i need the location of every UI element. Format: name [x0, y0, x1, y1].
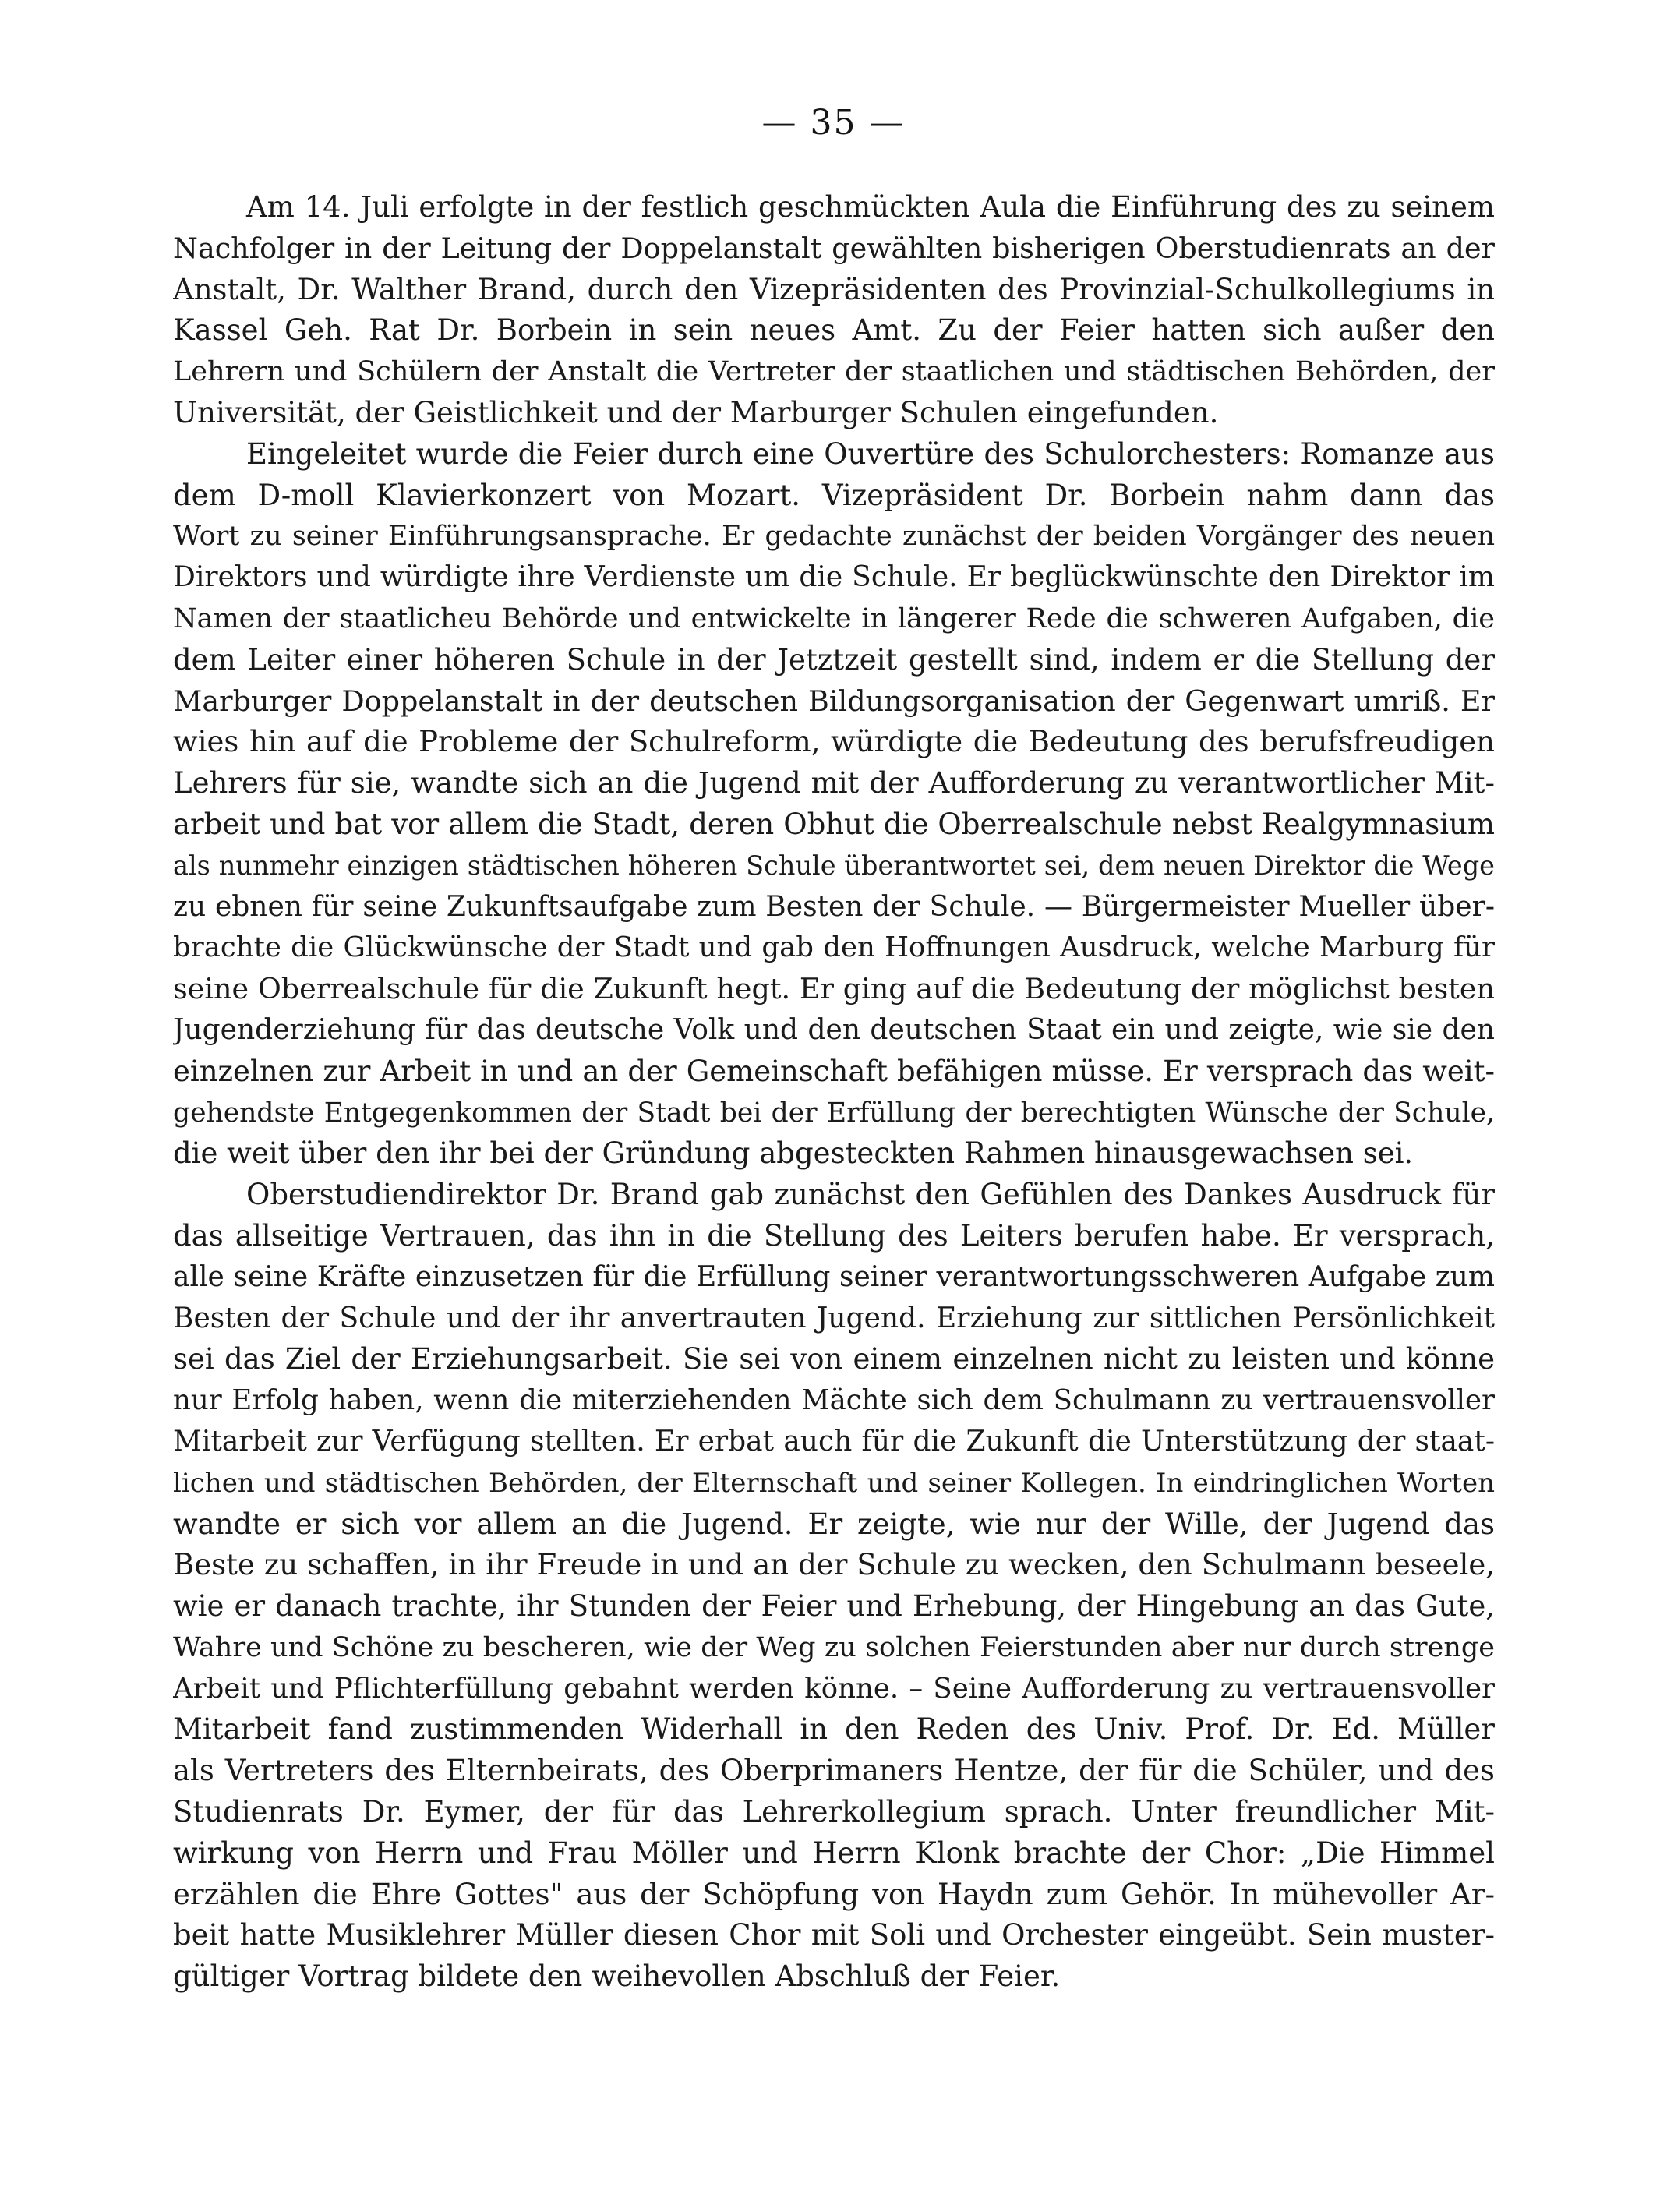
text-line: Wort zu seiner Einführungsansprache. Er gedachte zunächst der beiden Vorgänger des neuen — [173, 521, 1495, 553]
text-line: alle seine Kräfte einzusetzen für die Erfüllung seiner verantwortungsschweren Aufgabe zum — [173, 1260, 1495, 1293]
text-line: Jugenderziehung für das deutsche Volk und den deutschen Staat ein und zeigte, wie sie den — [173, 1013, 1495, 1046]
text-line: Studienrats Dr. Eymer, der für das Lehrerkollegium sprach. Unter freundlicher Mit- — [173, 1795, 1495, 1829]
text-line: als nunmehr einzigen städtischen höheren Schule überantwortet sei, dem neuen Direktor die Wege — [173, 850, 1495, 881]
text-line: Kassel Geh. Rat Dr. Borbein in sein neues Amt. Zu der Feier hatten sich außer den — [173, 313, 1495, 348]
text-line: Marburger Doppelanstalt in der deutschen Bildungsorganisation der Gegenwart umriß. Er — [173, 684, 1495, 718]
text-line: Beste zu schaffen, in ihr Freude in und an der Schule zu wecken, den Schulmann beseele, — [173, 1548, 1495, 1582]
text-line: Am 14. Juli erfolgte in der festlich geschmückten Aula die Einführung des zu seinem — [246, 190, 1495, 224]
text-line: brachte die Glückwünsche der Stadt und gab den Hoffnungen Ausdruck, welche Marburg für — [173, 931, 1495, 964]
text-line: Direktors und würdigte ihre Verdienste um die Schule. Er beglückwünschte den Direktor im — [173, 561, 1495, 594]
text-line: als Vertreters des Elternbeirats, des Oberprimaners Hentze, der für die Schüler, und des — [173, 1754, 1495, 1788]
text-line: Nachfolger in der Leitung der Doppelanstalt gewählten bisherigen Oberstudienrats an der — [173, 231, 1495, 265]
text-line: erzählen die Ehre Gottes" aus der Schöpfung von Haydn zum Gehör. In mühevoller Ar- — [173, 1877, 1495, 1911]
text-line: Arbeit und Pflichterfüllung gebahnt werden könne. – Seine Aufforderung zu vertrauensvoller — [173, 1672, 1495, 1705]
text-line: wandte er sich vor allem an die Jugend. Er zeigte, wie nur der Wille, der Jugend das — [173, 1507, 1495, 1541]
text-line: dem D-moll Klavierkonzert von Mozart. Vizepräsident Dr. Borbein nahm dann das — [173, 478, 1495, 512]
text-line: beit hatte Musiklehrer Müller diesen Chor mit Soli und Orchester eingeübt. Sein muster- — [173, 1918, 1495, 1952]
text-line: die weit über den ihr bei der Gründung abgesteckten Rahmen hinausgewachsen sei. — [173, 1136, 1414, 1171]
text-line: Besten der Schule und der ihr anvertrauten Jugend. Erziehung zur sittlichen Persönlichkeit — [173, 1302, 1495, 1334]
text-line: seine Oberrealschule für die Zukunft hegt. Er ging auf die Bedeutung der möglichst besten — [173, 972, 1495, 1006]
text-line: Lehrers für sie, wandte sich an die Jugend mit der Aufforderung zu verantwortlicher Mit- — [173, 766, 1495, 800]
text-line: sei das Ziel der Erziehungsarbeit. Sie sei von einem einzelnen nicht zu leisten und könne — [173, 1342, 1495, 1376]
text-line: zu ebnen für seine Zukunftsaufgabe zum Besten der Schule. — Bürgermeister Mueller über- — [173, 890, 1495, 923]
text-line: Eingeleitet wurde die Feier durch eine Ouvertüre des Schulorchesters: Romanze aus — [246, 436, 1495, 471]
text-line: Wahre und Schöne zu bescheren, wie der Weg zu solchen Feierstunden aber nur durch strenge — [173, 1631, 1495, 1663]
paragraph-2 — [173, 434, 1495, 1175]
text-line: wie er danach trachte, ihr Stunden der Feier und Erhebung, der Hingebung an das Gute, — [173, 1589, 1495, 1624]
text-line: wies hin auf die Probleme der Schulreform, würdigte die Bedeutung des berufsfreudigen — [173, 725, 1495, 759]
page-number: — 35 — — [761, 103, 906, 143]
text-line: dem Leiter einer höheren Schule in der Jetztzeit gestellt sind, indem er die Stellung der — [173, 642, 1495, 677]
text-line: gültiger Vortrag bildete den weihevollen Abschluß der Feier. — [173, 1959, 1061, 1994]
text-line: gehendste Entgegenkommen der Stadt bei der Erfüllung der berechtigten Wünsche der Schule, — [173, 1097, 1495, 1129]
text-line: Oberstudiendirektor Dr. Brand gab zunächst den Gefühlen des Dankes Ausdruck für — [246, 1178, 1495, 1212]
text-line: Anstalt, Dr. Walther Brand, durch den Vizepräsidenten des Provinzial-Schulkollegiums in — [173, 272, 1495, 306]
text-line: das allseitige Vertrauen, das ihn in die Stellung des Leiters berufen habe. Er versprach, — [173, 1218, 1495, 1253]
body-text — [173, 187, 1495, 1998]
paragraph-1 — [173, 187, 1495, 434]
text-line: lichen und städtischen Behörden, der Elternschaft und seiner Kollegen. In eindringlichen Worten — [173, 1467, 1495, 1499]
text-line: wirkung von Herrn und Frau Möller und Herrn Klonk brachte der Chor: „Die Himmel — [173, 1836, 1495, 1870]
text-line: einzelnen zur Arbeit in und an der Gemeinschaft befähigen müsse. Er versprach das weit- — [173, 1054, 1495, 1088]
text-line: Namen der staatlicheu Behörde und entwickelte in längerer Rede die schweren Aufgaben, die — [173, 602, 1495, 634]
text-line: Mitarbeit zur Verfügung stellten. Er erbat auch für die Zukunft die Unterstützung der staat- — [173, 1425, 1495, 1458]
text-line: arbeit und bat vor allem die Stadt, deren Obhut die Oberrealschule nebst Realgymnasium — [173, 807, 1495, 841]
text-line: nur Erfolg haben, wenn die miterziehenden Mächte sich dem Schulmann zu vertrauensvoller — [173, 1384, 1495, 1417]
text-line: Universität, der Geistlichkeit und der Marburger Schulen eingefunden. — [173, 395, 1219, 429]
text-line: Lehrern und Schülern der Anstalt die Vertreter der staatlichen und städtischen Behörden, der — [173, 356, 1495, 388]
text-line: Mitarbeit fand zustimmenden Widerhall in den Reden des Univ. Prof. Dr. Ed. Müller — [173, 1712, 1495, 1747]
paragraph-3 — [173, 1175, 1495, 1998]
